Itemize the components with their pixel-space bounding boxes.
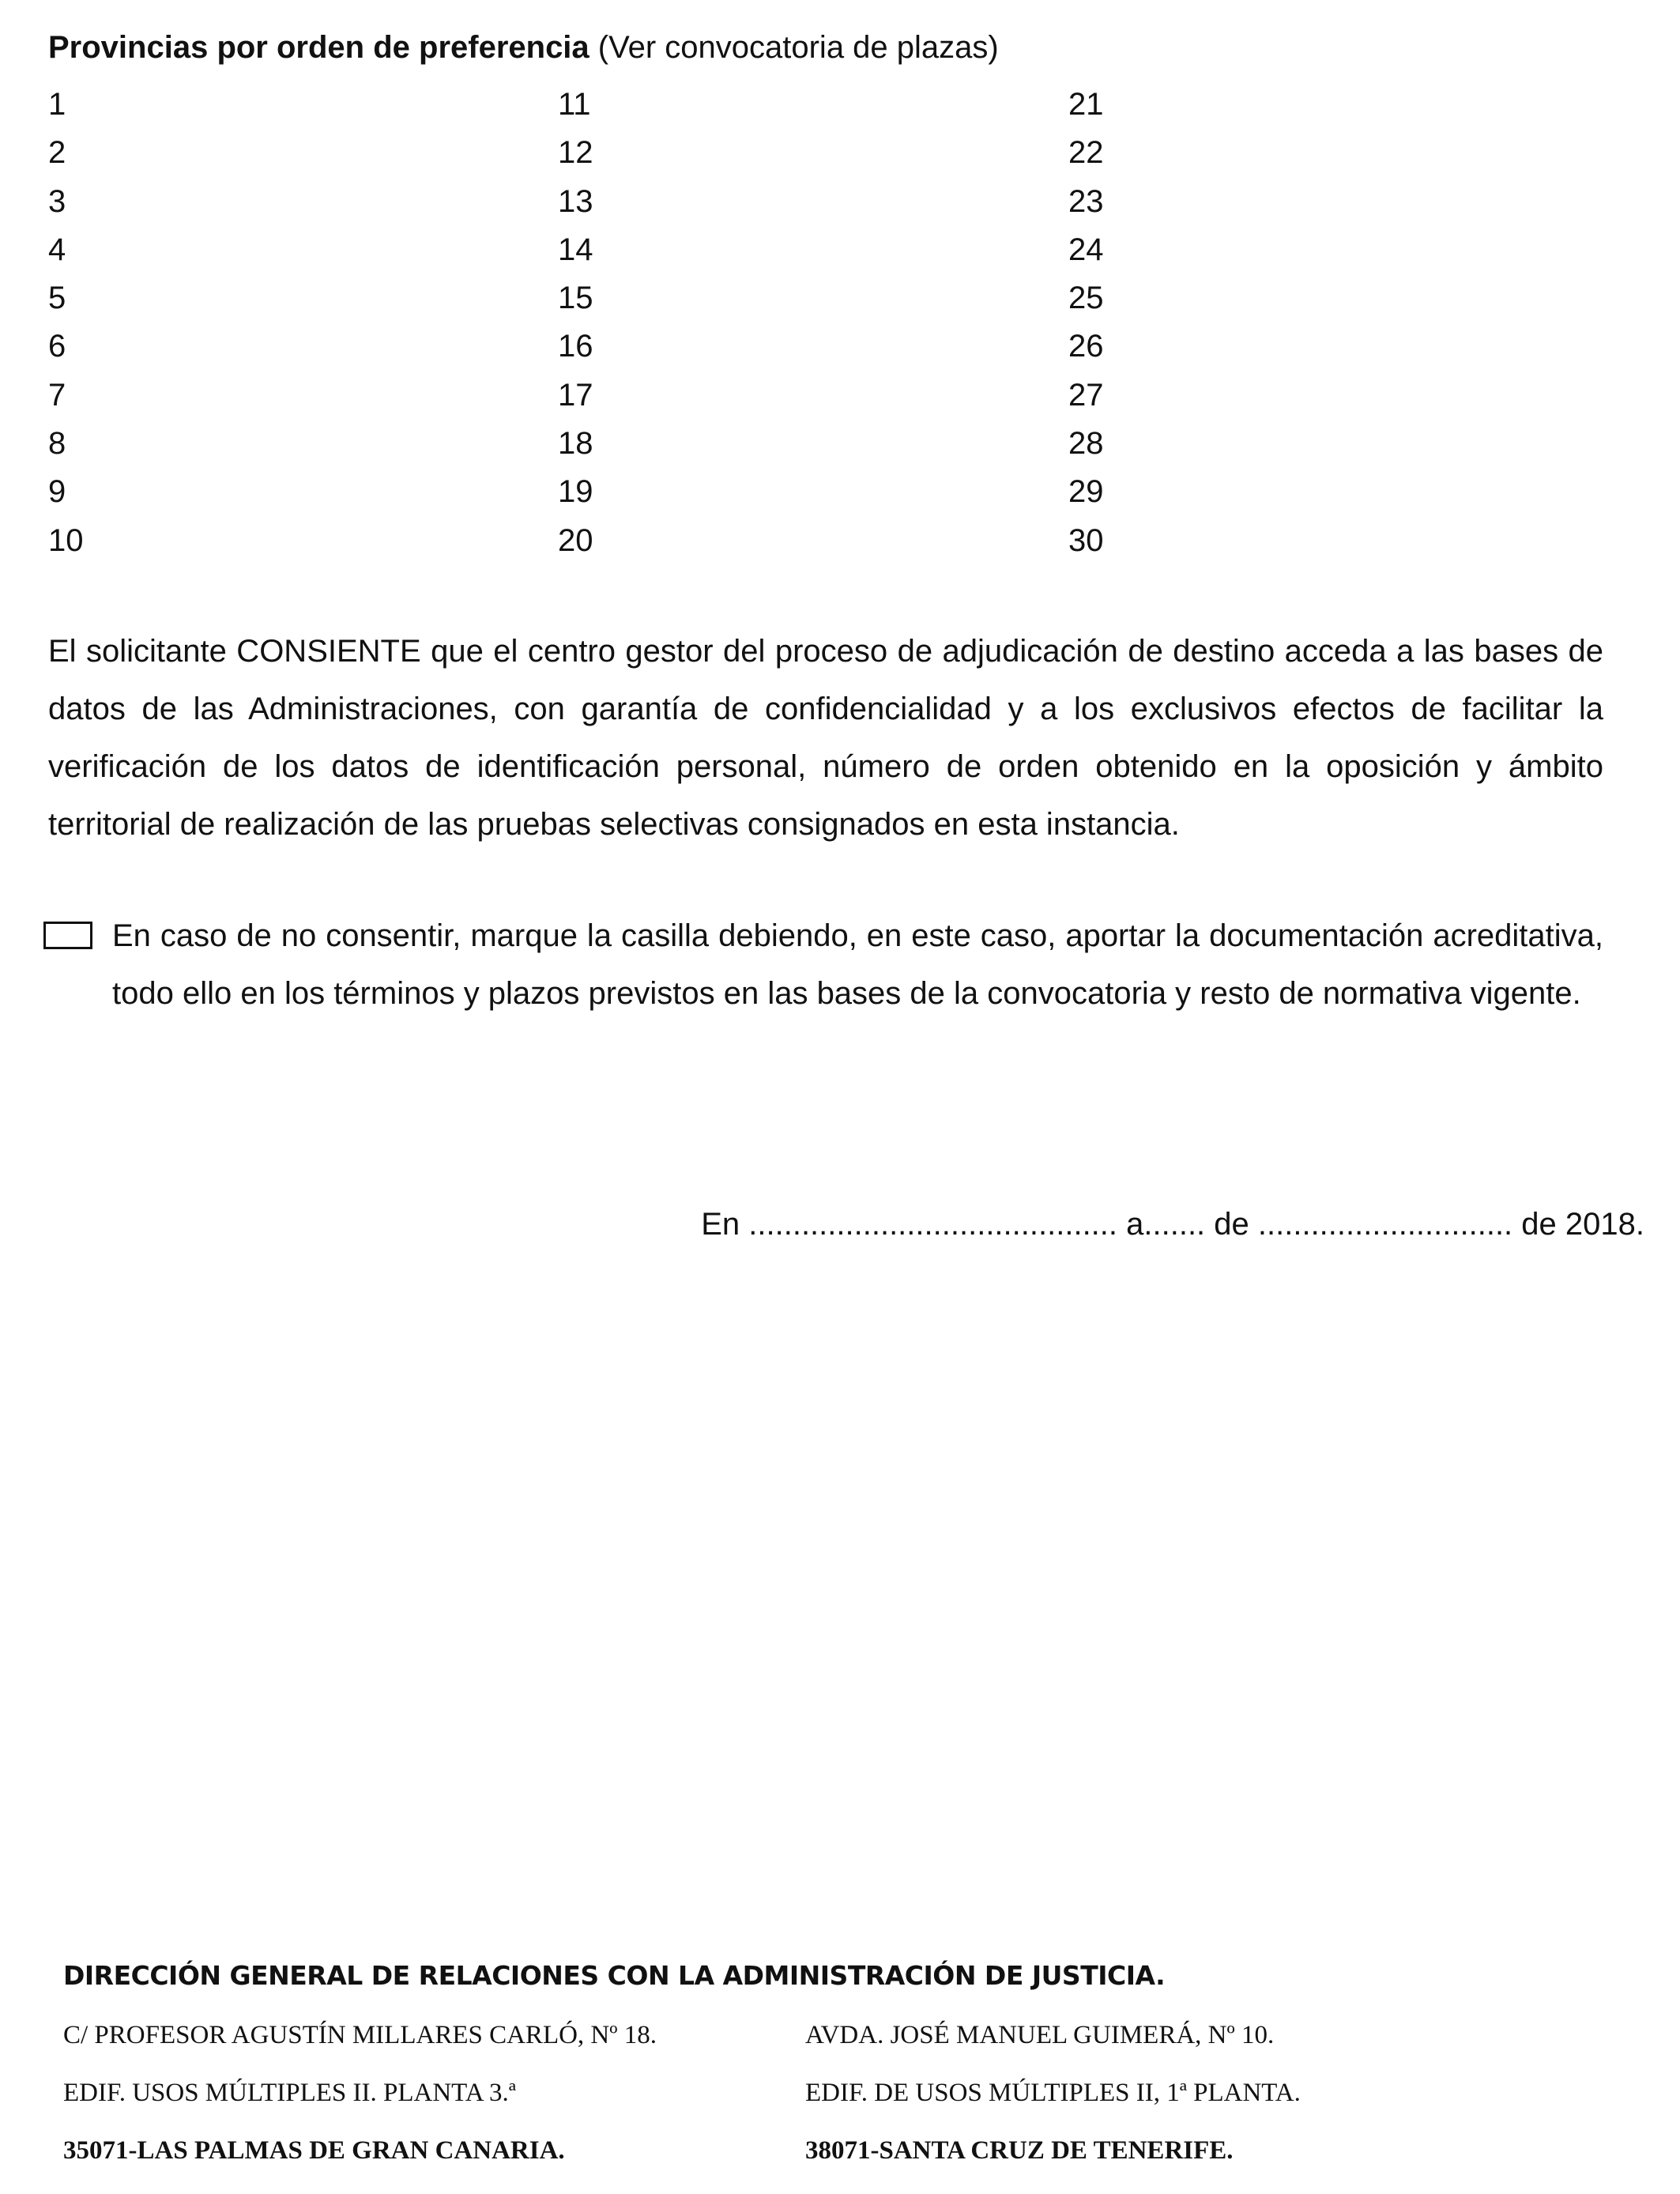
- heading-title: Provincias por orden de preferencia: [48, 30, 590, 65]
- province-number: 4: [48, 232, 66, 267]
- province-number: 30: [1068, 522, 1104, 558]
- province-number: 11: [558, 87, 591, 122]
- province-number: 23: [1068, 183, 1104, 219]
- left-address-building: EDIF. USOS MÚLTIPLES II. PLANTA 3.ª: [63, 2079, 516, 2107]
- left-address-street: C/ PROFESOR AGUSTÍN MILLARES CARLÓ, Nº 18.: [63, 2021, 657, 2049]
- consent-paragraph: El solicitante CONSIENTE que el centro gestor del proceso de adjudicación de destino acceda a las bases de datos de las Administraciones, con garantía de confidencialidad y a los exclusivos efectos de facilitar la verificación de los datos de identificación personal, número de orden obtenido en la oposición y ámbito territorial de realización de las pruebas selectivas consignados en esta instancia.: [48, 634, 1603, 842]
- heading-note: (Ver convocatoria de plazas): [597, 30, 999, 65]
- province-preference-heading: [48, 28, 999, 66]
- province-number: 10: [48, 522, 84, 558]
- place-date-line: En .......................................... a....... de ............................. de 2018.: [701, 1207, 1644, 1242]
- no-consent-checkbox[interactable]: [43, 922, 92, 949]
- province-number: 29: [1068, 474, 1104, 510]
- province-number: 25: [1068, 281, 1104, 316]
- province-number: 16: [558, 329, 593, 364]
- province-number: 2: [48, 135, 66, 171]
- left-address-city: 35071-LAS PALMAS DE GRAN CANARIA.: [63, 2136, 565, 2165]
- province-number: 14: [558, 232, 593, 267]
- province-number: 3: [48, 183, 66, 219]
- province-number: 22: [1068, 135, 1104, 171]
- province-column-1: [48, 85, 84, 570]
- province-number: 15: [558, 281, 593, 316]
- right-address-city: 38071-SANTA CRUZ DE TENERIFE.: [805, 2136, 1234, 2165]
- right-address-building: EDIF. DE USOS MÚLTIPLES II, 1ª PLANTA.: [805, 2079, 1301, 2107]
- province-column-2: [558, 85, 593, 570]
- province-number: 13: [558, 183, 593, 219]
- province-number: 17: [558, 377, 593, 413]
- province-number: 19: [558, 474, 593, 510]
- province-number: 20: [558, 522, 593, 558]
- province-number: 1: [48, 87, 66, 122]
- province-number: 6: [48, 329, 66, 364]
- province-column-3: [1068, 85, 1104, 570]
- no-consent-text: En caso de no consentir, marque la casilla debiendo, en este caso, aportar la documentación acreditativa, todo ello en los términos y plazos previstos en las bases de la convocatoria y resto de normativa vigente.: [112, 918, 1603, 1011]
- province-number: 12: [558, 135, 593, 171]
- province-number: 24: [1068, 232, 1104, 267]
- province-number: 28: [1068, 426, 1104, 462]
- province-number: 8: [48, 426, 66, 462]
- province-number: 18: [558, 426, 593, 462]
- province-number: 21: [1068, 87, 1104, 122]
- right-address-street: AVDA. JOSÉ MANUEL GUIMERÁ, Nº 10.: [805, 2021, 1275, 2049]
- footer-department-title: DIRECCIÓN GENERAL DE RELACIONES CON LA ADMINISTRACIÓN DE JUSTICIA.: [63, 1960, 1166, 1991]
- province-number: 27: [1068, 377, 1104, 413]
- province-number: 7: [48, 377, 66, 413]
- province-number: 26: [1068, 329, 1104, 364]
- province-number: 9: [48, 474, 66, 510]
- province-number: 5: [48, 281, 66, 316]
